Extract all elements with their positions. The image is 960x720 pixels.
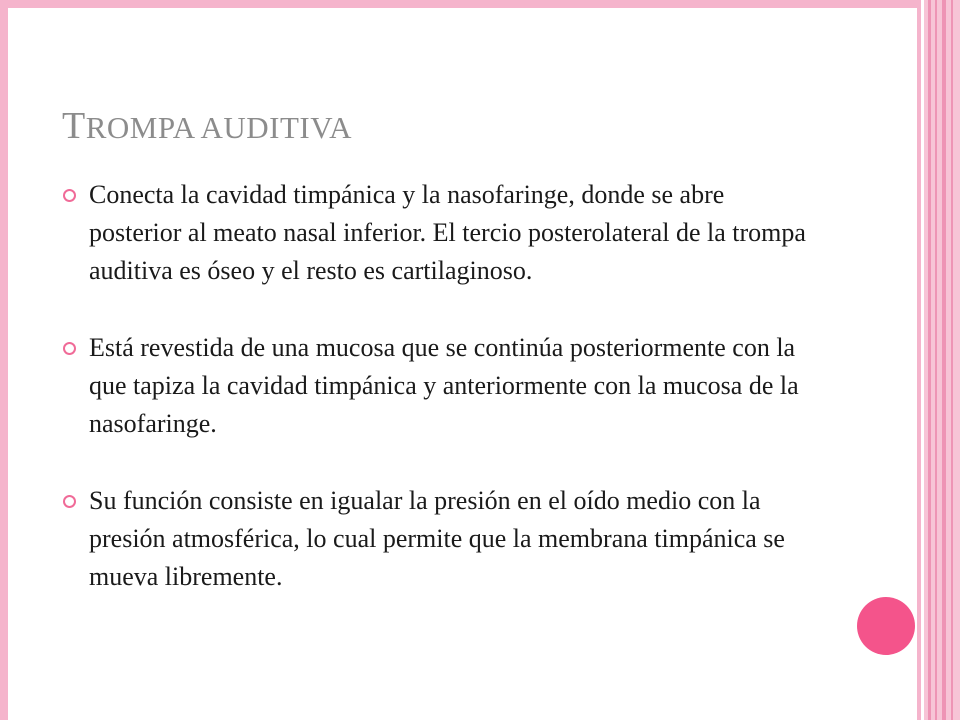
stripe	[942, 0, 946, 720]
bullet-item	[60, 482, 820, 596]
bullet-item	[60, 176, 820, 290]
slide-title-rest: ROMPA AUDITIVA	[85, 110, 352, 145]
bullet-text: Su función consiste en igualar la presión en el oído medio con la presión atmosférica, lo cual permite que la membrana timpánica se mueva libremente.	[89, 486, 785, 591]
slide-title-initial: T	[62, 105, 86, 147]
bullet-list	[60, 176, 820, 635]
decorative-dot	[857, 597, 915, 655]
frame-top-line	[0, 0, 920, 8]
decorative-stripes	[924, 0, 960, 720]
bullet-circle-icon	[63, 189, 76, 202]
bullet-item	[60, 329, 820, 443]
slide-title	[62, 104, 352, 148]
bullet-circle-icon	[63, 342, 76, 355]
stripe	[935, 0, 937, 720]
bullet-circle-icon	[63, 495, 76, 508]
frame-right-line	[917, 0, 921, 720]
bullet-text: Está revestida de una mucosa que se continúa posteriormente con la que tapiza la cavidad timpánica y anteriormente con la mucosa de la nasofaringe.	[89, 333, 799, 438]
bullet-text: Conecta la cavidad timpánica y la nasofaringe, donde se abre posterior al meato nasal inferior. El tercio posterolateral de la trompa auditiva es óseo y el resto es cartilaginoso.	[89, 180, 806, 285]
stripe	[928, 0, 931, 720]
stripe	[951, 0, 953, 720]
frame-left-line	[0, 0, 8, 720]
